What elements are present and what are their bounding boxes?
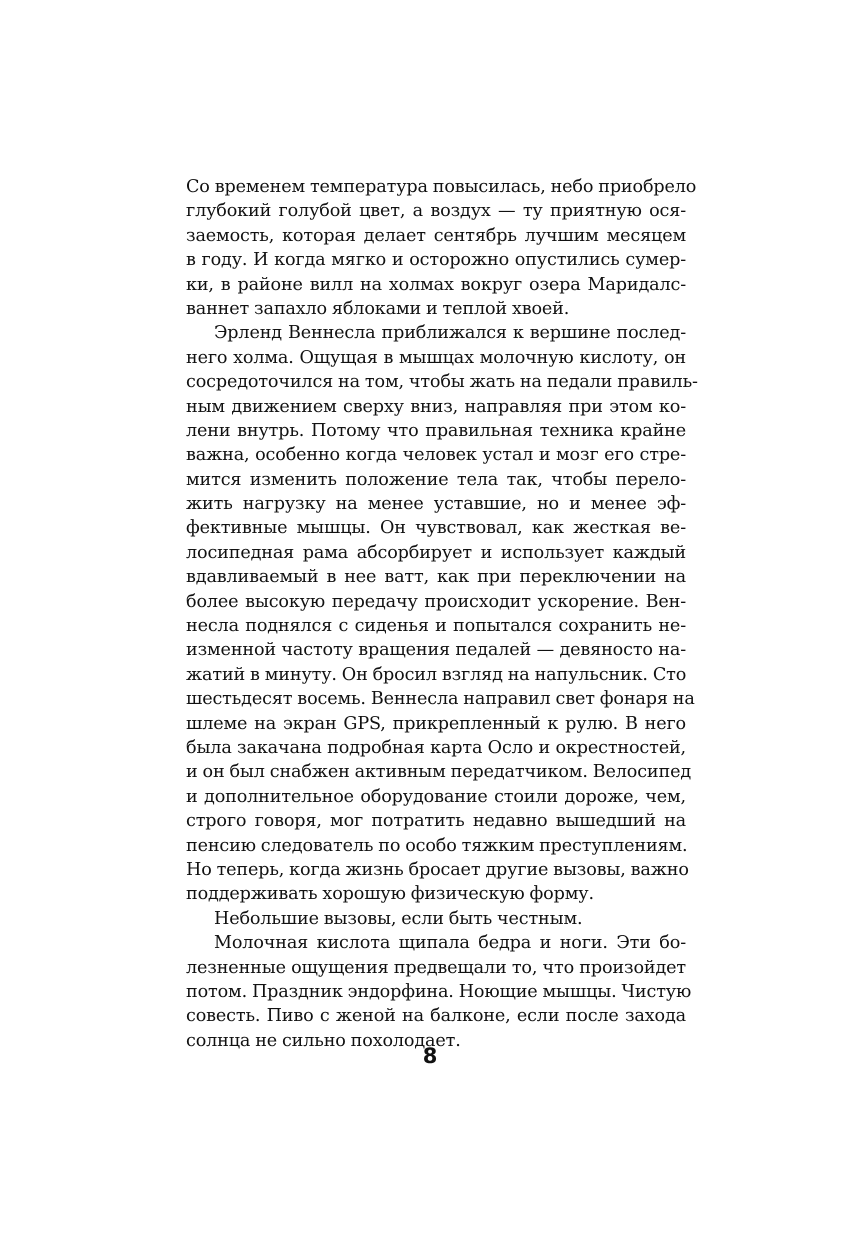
text-line: лосипедная рама абсорбирует и использует каждый	[186, 542, 686, 563]
text-line: Небольшие вызовы, если быть честным.	[214, 908, 583, 929]
text-line: Молочная кислота щипала бедра и ноги. Эти бо-	[214, 933, 686, 954]
text-line: в году. И когда мягко и осторожно опустились сумер-	[186, 250, 686, 271]
text-line: ки, в районе вилл на холмах вокруг озера Маридалс-	[186, 274, 686, 295]
text-line: ным движением сверху вниз, направляя при этом ко-	[186, 396, 686, 417]
text-line: изменной частоту вращения педалей — девяносто на-	[186, 640, 686, 661]
text-line: глубокий голубой цвет, а воздух — ту приятную ося-	[186, 201, 686, 222]
paragraph	[186, 907, 686, 931]
paragraph	[186, 321, 698, 906]
text-line: совесть. Пиво с женой на балконе, если после захода	[186, 1006, 686, 1027]
text-line: шлеме на экран GPS, прикрепленный к рулю. В него	[186, 713, 686, 734]
text-line: жить нагрузку на менее уставшие, но и менее эф-	[186, 494, 686, 515]
page-number: 8	[422, 1044, 438, 1068]
paragraph	[186, 931, 692, 1053]
text-line: поддерживать хорошую физическую форму.	[186, 884, 594, 905]
text-line: Эрленд Веннесла приближался к вершине послед-	[214, 323, 686, 344]
text-line: него холма. Ощущая в мышцах молочную кислоту, он	[186, 347, 686, 368]
text-line: жатий в минуту. Он бросил взгляд на напульсник. Сто	[186, 664, 687, 685]
text-line: ваннет запахло яблоками и теплой хвоей.	[186, 298, 570, 319]
text-line: сосредоточился на том, чтобы жать на педали правиль-	[186, 372, 698, 393]
text-line: строго говоря, мог потратить недавно вышедший на	[186, 811, 686, 832]
text-line: солнца не сильно похолодает.	[186, 1030, 461, 1051]
text-line: важна, особенно когда человек устал и мозг его стре-	[186, 445, 686, 466]
text-body	[186, 175, 698, 1053]
text-line: Со временем температура повысилась, небо приобрело	[186, 177, 697, 197]
text-line: заемость, которая делает сентябрь лучшим месяцем	[186, 225, 686, 246]
text-line: более высокую передачу происходит ускорение. Вен-	[186, 591, 686, 612]
text-line: лезненные ощущения предвещали то, что произойдет	[186, 957, 686, 978]
text-line: и дополнительное оборудование стоили дороже, чем,	[186, 786, 686, 807]
text-line: и он был снабжен активным передатчиком. Велосипед	[186, 762, 692, 783]
text-line: потом. Праздник эндорфина. Ноющие мышцы. Чистую	[186, 981, 692, 1002]
text-line: пенсию следователь по особо тяжким преступлениям.	[186, 835, 688, 856]
text-line: вдавливаемый в нее ватт, как при переключении на	[186, 567, 686, 588]
book-page-text	[186, 175, 698, 1053]
text-line: была закачана подробная карта Осло и окрестностей,	[186, 737, 686, 758]
text-line: лени внутрь. Потому что правильная техника крайне	[186, 420, 686, 441]
text-line: мится изменить положение тела так, чтобы перело-	[186, 469, 686, 490]
text-line: несла поднялся с сиденья и попытался сохранить не-	[186, 616, 686, 637]
text-line: шестьдесят восемь. Веннесла направил свет фонаря на	[186, 689, 695, 710]
text-line: фективные мышцы. Он чувствовал, как жесткая ве-	[186, 518, 686, 539]
text-line: Но теперь, когда жизнь бросает другие вызовы, важно	[186, 859, 689, 880]
paragraph	[186, 175, 697, 321]
